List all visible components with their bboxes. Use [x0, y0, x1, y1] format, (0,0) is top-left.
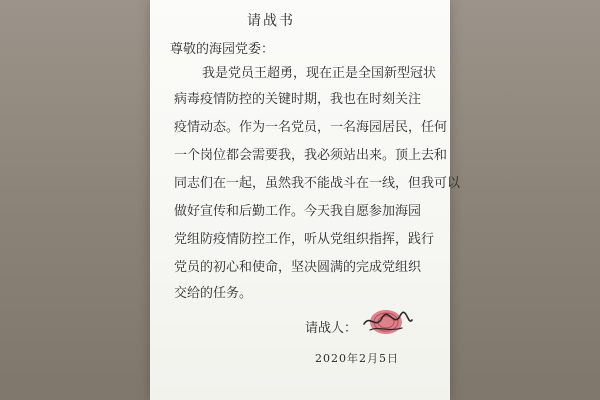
letter-greeting: 尊敬的海园党委： [170, 42, 275, 57]
body-line: 疫情动态。作为一名党员，一名海园居民，任何 [174, 120, 448, 135]
body-line: 党员的初心和使命，坚决圆满的完成党组织 [174, 260, 422, 275]
body-line: 党组防疫情防控工作，听从党组织指挥，践行 [174, 232, 435, 247]
body-line: 病毒疫情防控的关键时期，我也在时刻关注 [174, 92, 422, 107]
body-line: 交给的任务。 [174, 286, 253, 301]
body-line: 同志们在一起，虽然我不能战斗在一线，但我可以 [174, 176, 461, 191]
body-line: 一个岗位都会需要我，我必须站出来。顶上去和 [174, 148, 448, 163]
body-line: 做好宣传和后勤工作。今天我自愿参加海园 [174, 204, 422, 219]
body-line: 我是党员王超勇，现在正是全国新型冠状 [202, 66, 437, 81]
letter-date: 2020年2月5日 [315, 352, 399, 365]
signature-label: 请战人： [305, 321, 358, 336]
signature-with-fingerprint [356, 304, 416, 340]
letter-title: 请战书 [247, 13, 295, 29]
